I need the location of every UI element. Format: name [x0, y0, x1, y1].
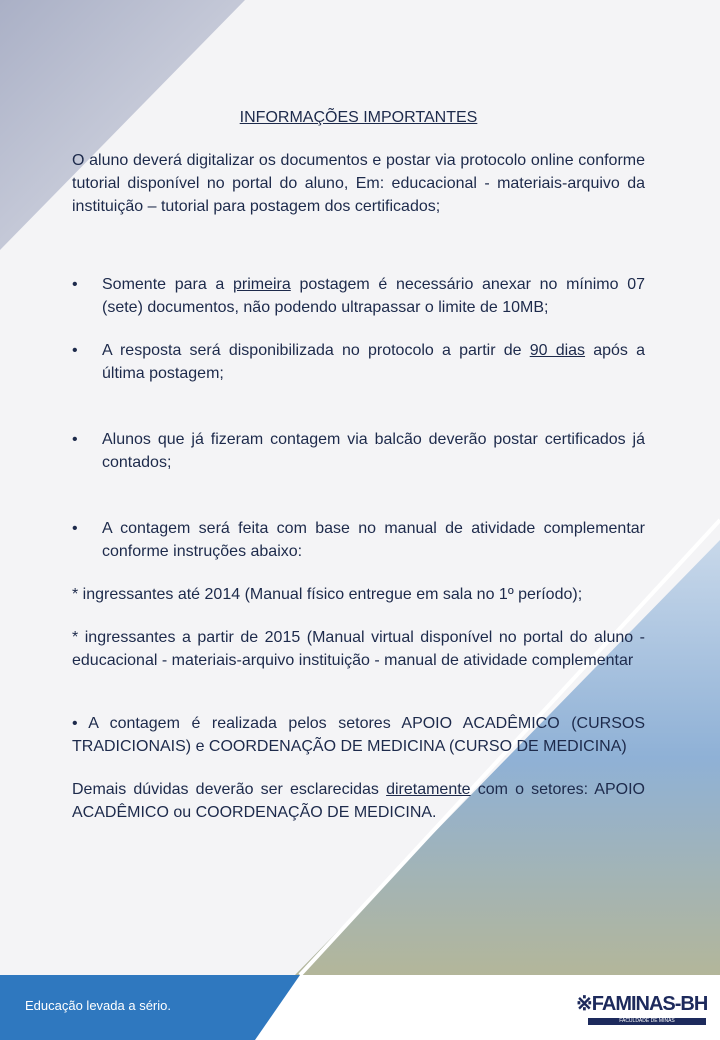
note-until-2014: * ingressantes até 2014 (Manual físico entregue em sala no 1º período); — [72, 586, 583, 603]
faminas-logo: ※FAMINAS-BH — [576, 993, 708, 1015]
closing-paragraph: Demais dúvidas deverão ser esclarecidas diretamente com o setores: APOIO ACADÊMICO ou COORDENAÇÃO DE MEDICINA. — [72, 781, 645, 821]
document-body — [72, 106, 645, 824]
faminas-logo-subtitle: FACULDADE DE MINAS — [588, 1018, 706, 1025]
bullet-response: • A resposta será disponibilizada no protocolo a partir de 90 dias após a última postagem; — [72, 342, 646, 382]
footer-slogan: Educação levada a sério. — [25, 998, 171, 1013]
bullet-counter: • Alunos que já fizeram contagem via balcão deverão postar certificados já contados; — [72, 431, 645, 471]
bullet-manual: • A contagem será feita com base no manual de atividade complementar conforme instruções abaixo: — [72, 520, 645, 560]
note-from-2015: * ingressantes a partir de 2015 (Manual virtual disponível no portal do aluno - educacional - materiais-arquivo instituição - manual de atividade complementar — [72, 629, 645, 669]
sectors-paragraph: • A contagem é realizada pelos setores APOIO ACADÊMICO (CURSOS TRADICIONAIS) e COORDENAÇÃO DE MEDICINA (CURSO DE MEDICINA) — [72, 715, 645, 755]
bullet-first-posting: • Somente para a primeira postagem é necessário anexar no mínimo 07 (sete) documentos, não podendo ultrapassar o limite de 10MB; — [72, 276, 646, 316]
intro-paragraph: O aluno deverá digitalizar os documentos e postar via protocolo online conforme tutorial disponível no portal do aluno, Em: educacional - materiais-arquivo da instituição – tutorial para postagem dos certificados; — [72, 152, 645, 215]
page-title: INFORMAÇÕES IMPORTANTES — [239, 109, 478, 126]
